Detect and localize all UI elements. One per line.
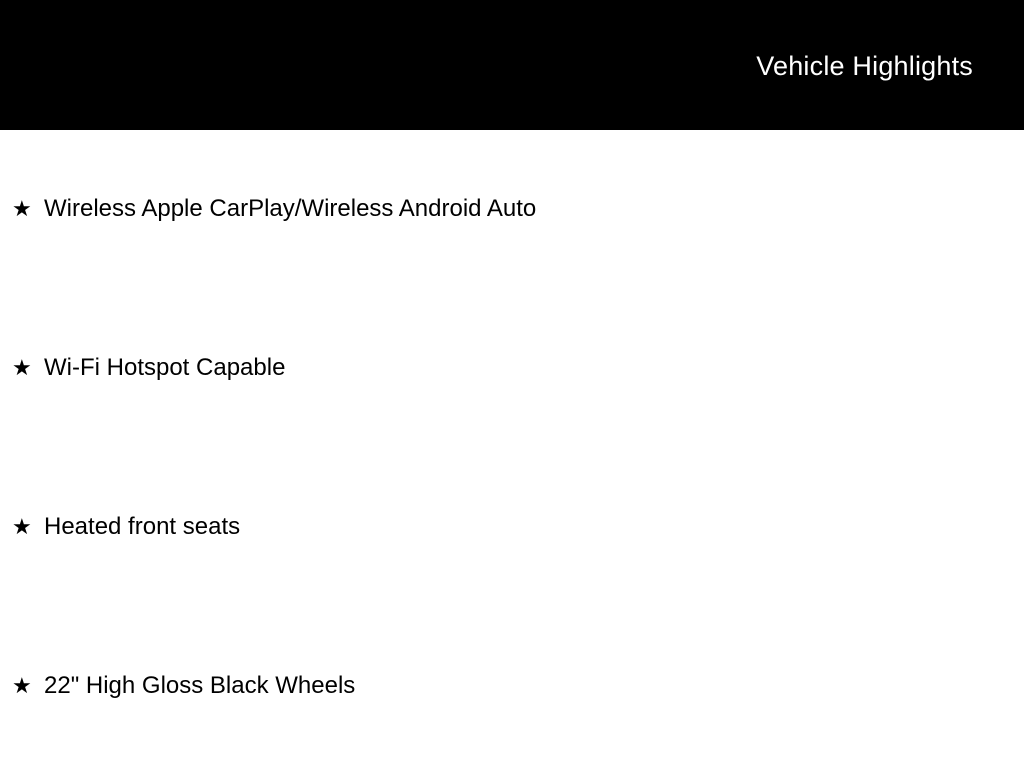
- star-icon: ★: [12, 514, 32, 539]
- star-icon: ★: [12, 196, 32, 221]
- list-item-label: 22" High Gloss Black Wheels: [44, 672, 356, 699]
- page-title: Vehicle Highlights: [756, 51, 973, 81]
- list-item: [0, 607, 1024, 766]
- list-item: [0, 448, 1024, 607]
- list-item-label: Wireless Apple CarPlay/Wireless Android Auto: [44, 195, 537, 222]
- list-item-label: Wi-Fi Hotspot Capable: [44, 354, 286, 381]
- highlights-list: [0, 130, 1024, 766]
- list-item: [0, 289, 1024, 448]
- header-bar: [0, 0, 1024, 130]
- star-icon: ★: [12, 355, 32, 380]
- list-item: [0, 130, 1024, 289]
- star-icon: ★: [12, 673, 32, 698]
- list-item-label: Heated front seats: [44, 513, 241, 540]
